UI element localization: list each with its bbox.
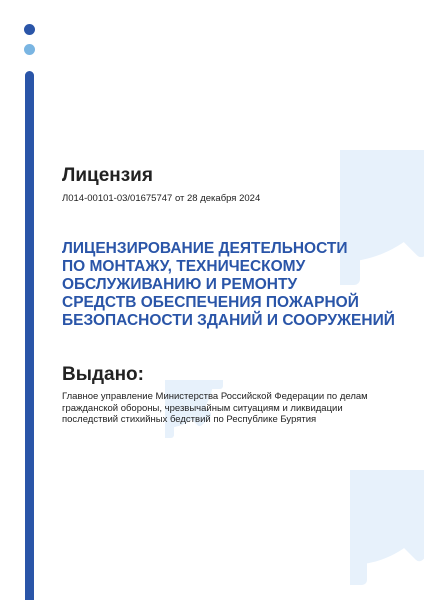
license-heading: Лицензия xyxy=(62,165,153,186)
gear-icon xyxy=(235,355,424,585)
activity-title-line: СРЕДСТВ ОБЕСПЕЧЕНИЯ ПОЖАРНОЙ xyxy=(62,294,359,311)
accent-dot-dark xyxy=(24,24,35,35)
issued-heading: Выдано: xyxy=(62,364,144,385)
activity-title-line: БЕЗОПАСНОСТИ ЗДАНИЙ И СООРУЖЕНИЙ xyxy=(62,312,395,329)
issuer-line: Главное управление Министерства Российской Федерации по делам xyxy=(62,391,368,402)
side-accent-bar xyxy=(25,71,34,600)
issuer-line: последствий стихийных бедствий по Республике Бурятия xyxy=(62,414,317,425)
activity-title-line: ЛИЦЕНЗИРОВАНИЕ ДЕЯТЕЛЬНОСТИ xyxy=(62,240,348,257)
accent-dot-light xyxy=(24,44,35,55)
activity-title-line: ПО МОНТАЖУ, ТЕХНИЧЕСКОМУ xyxy=(62,258,306,275)
issuer-text xyxy=(62,391,406,426)
activity-title-line: ОБСЛУЖИВАНИЮ И РЕМОНТУ xyxy=(62,276,298,293)
issuer-line: гражданской обороны, чрезвычайным ситуациям и ликвидации xyxy=(62,402,343,414)
license-number: Л014-00101-03/01675747 от 28 декабря 2024 xyxy=(62,193,261,204)
activity-title xyxy=(62,240,406,330)
